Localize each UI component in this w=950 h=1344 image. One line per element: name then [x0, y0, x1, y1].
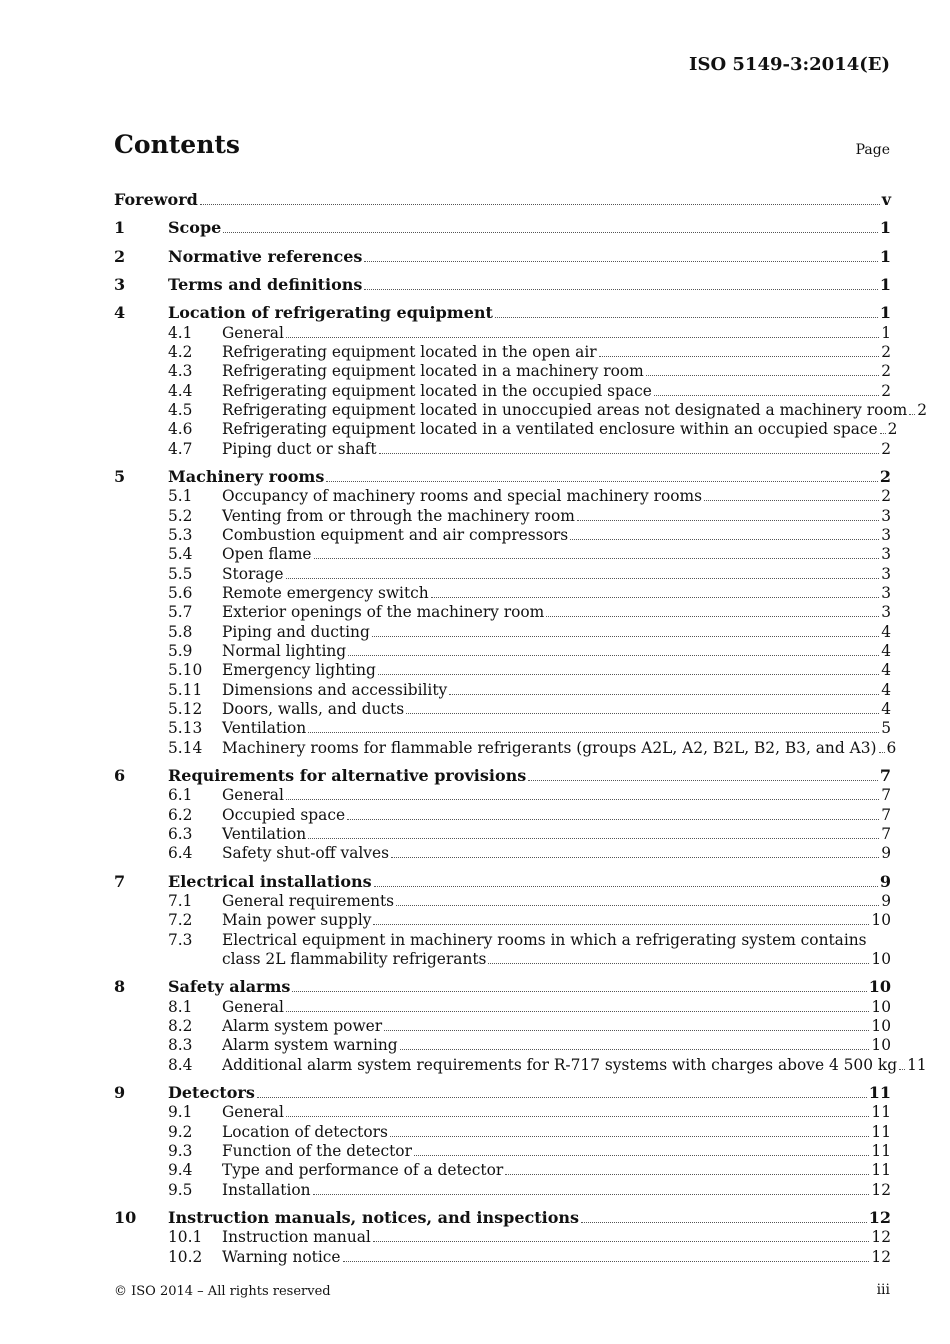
toc-entry[interactable] — [114, 679, 891, 698]
toc-leader-dots — [505, 1173, 869, 1175]
toc-entry-continuation[interactable] — [114, 949, 891, 968]
toc-leader-dots — [495, 316, 878, 318]
toc-entry-number: 5.14 — [168, 738, 203, 757]
toc-leader-dots — [347, 818, 879, 820]
toc-section-page: 1 — [879, 303, 891, 323]
toc-entry-title: Piping and ducting — [222, 622, 370, 641]
toc-entry-title: General — [222, 323, 284, 342]
toc-entry-number: 9.3 — [168, 1142, 193, 1161]
toc-entry[interactable] — [114, 785, 891, 804]
toc-entry-number: 7.2 — [168, 911, 193, 930]
toc-entry-page: 7 — [881, 805, 891, 824]
toc-leader-dots — [292, 990, 866, 992]
toc-leader-dots — [384, 1029, 869, 1031]
toc-section-number: 1 — [114, 218, 126, 238]
toc-section-page: 1 — [879, 218, 891, 238]
toc-entry-number: 8.1 — [168, 997, 193, 1016]
toc-section[interactable] — [114, 968, 891, 996]
toc-entry-title: Instruction manual — [222, 1228, 371, 1247]
toc-leader-dots — [488, 962, 869, 964]
toc-entry-title: Location of detectors — [222, 1122, 388, 1141]
toc-entry-title: Piping duct or shaft — [222, 439, 377, 458]
toc-entry-page: 2 — [887, 420, 898, 439]
toc-leader-dots — [577, 519, 879, 521]
toc-entry-page: 9 — [881, 892, 891, 911]
toc-section-title: Normative references — [168, 246, 363, 266]
toc-entry-page: 3 — [881, 506, 891, 525]
toc-entry-number: 5.2 — [168, 506, 193, 525]
toc-entry-number: 7.3 — [168, 930, 193, 949]
toc-entry-number: 8.3 — [168, 1036, 193, 1055]
toc-entry-page: 10 — [871, 1036, 891, 1055]
toc-entry-title: Alarm system power — [222, 1017, 383, 1036]
toc-entry-title: Main power supply — [222, 911, 372, 930]
toc-entry[interactable] — [114, 1141, 891, 1160]
toc-entry[interactable] — [114, 1121, 891, 1140]
toc-entry[interactable] — [114, 322, 891, 341]
toc-entry-title: General — [222, 997, 284, 1016]
toc-leader-dots — [314, 557, 880, 559]
toc-entry-number: 5.13 — [168, 719, 203, 738]
toc-entry-number: 5.8 — [168, 622, 193, 641]
toc-leader-dots — [313, 1193, 870, 1195]
toc-entry[interactable] — [114, 891, 891, 910]
toc-entry[interactable] — [114, 1016, 891, 1035]
toc-entry[interactable] — [114, 380, 891, 399]
toc-leader-dots — [704, 499, 879, 501]
toc-section-number: 5 — [114, 466, 126, 486]
toc-entry-number: 6.3 — [168, 825, 193, 844]
toc-section-page: 2 — [879, 466, 891, 486]
toc-leader-dots — [343, 1260, 870, 1262]
toc-entry-page: 2 — [881, 381, 891, 400]
toc-section[interactable] — [114, 294, 891, 322]
toc-entry[interactable] — [114, 602, 891, 621]
toc-entry-title: Type and performance of a detector — [222, 1161, 504, 1180]
toc-entry-title: Additional alarm system requirements for R-717 systems with charges above 4 500 kg — [222, 1055, 898, 1074]
toc-leader-dots — [348, 654, 879, 656]
toc-entry[interactable] — [114, 910, 891, 929]
toc-entry[interactable] — [114, 718, 891, 737]
toc-entry-title: Warning notice — [222, 1247, 341, 1266]
toc-entry-number: 6.4 — [168, 844, 193, 863]
toc-entry[interactable] — [114, 699, 891, 718]
toc-entry-number: 9.1 — [168, 1103, 193, 1122]
toc-entry-title: Machinery rooms for flammable refrigerants (groups A2L, A2, B2L, B2, B3, and A3) — [222, 738, 877, 757]
toc-entry-page: 2 — [881, 487, 891, 506]
toc-entry-title: Emergency lighting — [222, 661, 376, 680]
toc-section[interactable] — [114, 862, 891, 890]
toc-entry-number: 4.4 — [168, 381, 193, 400]
toc-entry[interactable] — [114, 641, 891, 660]
toc-section-title: Safety alarms — [168, 977, 291, 997]
toc-leader-dots — [390, 1135, 870, 1137]
toc-entry-number: 5.1 — [168, 487, 193, 506]
toc-entry-title: Occupied space — [222, 805, 346, 824]
toc-leader-dots — [546, 615, 879, 617]
toc-leader-dots — [378, 673, 879, 675]
toc-leader-dots — [599, 355, 880, 357]
toc-entry-page: 12 — [871, 1180, 891, 1199]
toc-section[interactable] — [114, 237, 891, 265]
toc-entry-title: Refrigerating equipment located in a machinery room — [222, 362, 644, 381]
toc-leader-dots — [286, 1115, 870, 1117]
toc-section-page: 7 — [879, 766, 891, 785]
toc-entry-page: 11 — [871, 1122, 891, 1141]
toc-entry-title: Storage — [222, 564, 284, 583]
toc-leader-dots — [308, 731, 879, 733]
toc-entry-page: 1 — [881, 323, 891, 342]
toc-entry-page: 10 — [871, 950, 891, 969]
toc-entry-page: 2 — [917, 400, 928, 419]
toc-entry[interactable] — [114, 1035, 891, 1054]
toc-entry-number: 8.2 — [168, 1017, 193, 1036]
toc-leader-dots — [308, 837, 879, 839]
toc-leader-dots — [200, 203, 880, 205]
toc-leader-dots — [414, 1154, 869, 1156]
toc-leader-dots — [364, 260, 877, 262]
toc-entry-number: 4.1 — [168, 323, 193, 342]
toc-entry-number: 9.2 — [168, 1122, 193, 1141]
toc-entry-title: Refrigerating equipment located in a ventilated enclosure within an occupied space — [222, 420, 878, 439]
toc-leader-dots — [286, 577, 880, 579]
copyright-notice: © ISO 2014 – All rights reserved — [114, 1284, 331, 1299]
toc-entry-title: General requirements — [222, 892, 395, 911]
toc-entry-title: General — [222, 786, 284, 805]
toc-entry[interactable] — [114, 996, 891, 1015]
toc-entry[interactable] — [114, 1160, 891, 1179]
toc-section-page: 1 — [879, 246, 891, 266]
toc-leader-dots — [400, 1048, 870, 1050]
toc-leader-dots — [396, 904, 879, 906]
document-identifier: ISO 5149-3:2014(E) — [689, 54, 890, 75]
toc-entry[interactable] — [114, 1102, 891, 1121]
toc-section[interactable] — [114, 1199, 891, 1227]
toc-leader-dots — [286, 336, 879, 338]
toc-entry-number: 5.7 — [168, 603, 193, 622]
toc-entry-page: 2 — [881, 342, 891, 361]
toc-entry-page: 6 — [886, 738, 897, 757]
toc-entry-number: 9.4 — [168, 1161, 193, 1180]
toc-entry[interactable] — [114, 1227, 891, 1246]
toc-entry-page: 3 — [881, 583, 891, 602]
toc-entry[interactable] — [114, 342, 891, 361]
toc-entry[interactable] — [114, 563, 891, 582]
toc-section-number: 9 — [114, 1083, 126, 1103]
toc-entry-title: Occupancy of machinery rooms and special machinery rooms — [222, 487, 703, 506]
toc-section-title: Terms and definitions — [168, 274, 363, 294]
toc-entry-title: Refrigerating equipment located in the occupied space — [222, 381, 652, 400]
toc-leader-dots — [879, 751, 885, 753]
toc-leader-dots — [379, 452, 880, 454]
toc-entry-number: 6.1 — [168, 786, 193, 805]
toc-section[interactable] — [114, 458, 891, 486]
toc-entry-page: 11 — [871, 1103, 891, 1122]
toc-entry[interactable] — [114, 419, 898, 439]
toc-entry[interactable] — [114, 737, 897, 757]
toc-entry-title: Installation — [222, 1180, 311, 1199]
toc-entry-page: 7 — [881, 786, 891, 805]
toc-entry[interactable] — [114, 621, 891, 640]
toc-entry[interactable] — [114, 583, 891, 602]
toc-leader-dots — [223, 231, 878, 233]
toc-section-title: Requirements for alternative provisions — [168, 766, 527, 785]
toc-leader-dots — [899, 1068, 905, 1070]
toc-entry-page: 3 — [881, 545, 891, 564]
toc-entry-number: 6.2 — [168, 805, 193, 824]
toc-leader-dots — [646, 374, 879, 376]
toc-entry-page: 12 — [871, 1247, 891, 1266]
toc-leader-dots — [374, 885, 878, 887]
toc-entry-title: Doors, walls, and ducts — [222, 700, 405, 719]
toc-section-number: 3 — [114, 274, 126, 294]
toc-entry-number: 5.10 — [168, 661, 203, 680]
toc-entry-page: 9 — [881, 844, 891, 863]
toc-section-page: v — [881, 190, 891, 209]
toc-section-title: Scope — [168, 218, 222, 238]
toc-section-page: 10 — [868, 977, 891, 997]
toc-entry-page: 11 — [871, 1161, 891, 1180]
toc-entry-title-continued: class 2L flammability refrigerants — [222, 950, 487, 969]
toc-entry[interactable] — [114, 824, 891, 843]
toc-entry-number: 5.11 — [168, 680, 203, 699]
toc-entry-title: Refrigerating equipment located in unoccupied areas not designated a machinery room — [222, 400, 908, 419]
toc-entry-number: 7.1 — [168, 892, 193, 911]
toc-leader-dots — [406, 712, 879, 714]
table-of-contents — [114, 184, 928, 1266]
toc-entry-title: Venting from or through the machinery room — [222, 506, 575, 525]
toc-section-page: 12 — [868, 1208, 891, 1228]
toc-section-title: Detectors — [168, 1083, 255, 1103]
toc-leader-dots — [528, 779, 878, 781]
toc-entry-title: Exterior openings of the machinery room — [222, 603, 545, 622]
toc-entry-title: General — [222, 1103, 284, 1122]
toc-entry-number: 5.5 — [168, 564, 193, 583]
toc-entry-page: 4 — [881, 661, 891, 680]
toc-leader-dots — [373, 923, 869, 925]
toc-entry-title: Alarm system warning — [222, 1036, 398, 1055]
toc-entry-number: 4.7 — [168, 439, 193, 458]
toc-entry-page: 4 — [881, 622, 891, 641]
toc-leader-dots — [909, 413, 915, 415]
toc-leader-dots — [372, 635, 879, 637]
toc-entry-page: 4 — [881, 641, 891, 660]
toc-entry-number: 5.6 — [168, 583, 193, 602]
toc-section-page: 9 — [879, 871, 891, 891]
toc-leader-dots — [364, 288, 877, 290]
toc-entry-number: 5.3 — [168, 525, 193, 544]
page-column-label: Page — [855, 142, 890, 158]
toc-entry-title: Function of the detector — [222, 1142, 412, 1161]
toc-section[interactable] — [114, 757, 891, 785]
toc-entry-title: Ventilation — [222, 825, 307, 844]
toc-leader-dots — [373, 1240, 870, 1242]
toc-entry-number: 8.4 — [168, 1055, 193, 1074]
toc-entry-title: Normal lighting — [222, 641, 347, 660]
toc-section-title: Instruction manuals, notices, and inspections — [168, 1208, 580, 1228]
toc-entry-page: 12 — [871, 1228, 891, 1247]
toc-entry-number: 5.9 — [168, 641, 193, 660]
toc-entry-title: Safety shut-off valves — [222, 844, 389, 863]
toc-entry-number: 5.4 — [168, 545, 193, 564]
toc-leader-dots — [286, 1010, 870, 1012]
toc-entry[interactable] — [114, 486, 891, 505]
toc-entry-page: 3 — [881, 525, 891, 544]
toc-entry-page: 2 — [881, 362, 891, 381]
toc-section-title: Machinery rooms — [168, 466, 325, 486]
toc-entry[interactable] — [114, 1246, 891, 1265]
toc-section-page: 11 — [868, 1083, 891, 1103]
toc-entry[interactable] — [114, 400, 928, 419]
toc-entry-page: 3 — [881, 564, 891, 583]
toc-entry-page: 7 — [881, 825, 891, 844]
toc-section-number: 4 — [114, 303, 126, 323]
toc-entry-number: 5.12 — [168, 700, 203, 719]
toc-leader-dots — [581, 1221, 867, 1223]
toc-section-number: 2 — [114, 246, 126, 266]
toc-entry-number: 4.3 — [168, 362, 193, 381]
toc-entry[interactable] — [114, 804, 891, 823]
toc-entry[interactable] — [114, 1179, 891, 1198]
toc-entry[interactable] — [114, 361, 891, 380]
toc-entry-page: 10 — [871, 1017, 891, 1036]
toc-section-number: 8 — [114, 977, 126, 997]
toc-section-title: Location of refrigerating equipment — [168, 303, 493, 323]
toc-entry-number: 10.2 — [168, 1247, 203, 1266]
toc-leader-dots — [286, 798, 879, 800]
toc-entry-page: 10 — [871, 997, 891, 1016]
toc-leader-dots — [391, 856, 879, 858]
toc-section-number: 7 — [114, 871, 126, 891]
toc-entry[interactable] — [114, 929, 891, 948]
toc-section-title: Foreword — [114, 190, 198, 209]
toc-entry-page: 3 — [881, 603, 891, 622]
toc-entry[interactable] — [114, 1054, 927, 1074]
toc-entry-number: 9.5 — [168, 1180, 193, 1199]
toc-entry-page: 11 — [907, 1055, 927, 1074]
toc-section-number: 10 — [114, 1208, 137, 1228]
toc-entry-title: Refrigerating equipment located in the open air — [222, 342, 597, 361]
toc-entry-title: Ventilation — [222, 719, 307, 738]
toc-entry[interactable] — [114, 505, 891, 524]
toc-section[interactable] — [114, 209, 891, 237]
toc-leader-dots — [570, 538, 879, 540]
toc-entry[interactable] — [114, 438, 891, 457]
toc-entry[interactable] — [114, 525, 891, 544]
toc-entry-title: Remote emergency switch — [222, 583, 429, 602]
toc-entry-title: Open flame — [222, 545, 312, 564]
toc-entry-title: Dimensions and accessibility — [222, 680, 448, 699]
toc-entry-page: 2 — [881, 439, 891, 458]
toc-entry-title: Combustion equipment and air compressors — [222, 525, 569, 544]
toc-leader-dots — [257, 1096, 867, 1098]
toc-leader-dots — [449, 693, 879, 695]
toc-section-page: 1 — [879, 274, 891, 294]
toc-entry[interactable] — [114, 660, 891, 679]
page-number: iii — [876, 1282, 890, 1298]
toc-entry[interactable] — [114, 843, 891, 862]
toc-section[interactable] — [114, 184, 891, 209]
toc-entry-number: 4.5 — [168, 400, 193, 419]
toc-entry[interactable] — [114, 544, 891, 563]
toc-entry-page: 5 — [881, 719, 891, 738]
toc-section[interactable] — [114, 1074, 891, 1102]
toc-entry-page: 11 — [871, 1142, 891, 1161]
toc-entry-page: 4 — [881, 680, 891, 699]
toc-entry-number: 4.2 — [168, 342, 193, 361]
toc-leader-dots — [326, 480, 878, 482]
toc-leader-dots — [880, 432, 886, 434]
toc-section[interactable] — [114, 266, 891, 294]
toc-entry-page: 10 — [871, 911, 891, 930]
toc-leader-dots — [431, 596, 880, 598]
contents-heading: Contents — [114, 130, 241, 159]
toc-entry-title: Electrical equipment in machinery rooms in which a refrigerating system contains — [222, 930, 867, 949]
toc-section-title: Electrical installations — [168, 871, 372, 891]
toc-leader-dots — [654, 394, 879, 396]
toc-entry-number: 10.1 — [168, 1228, 203, 1247]
toc-entry-number: 4.6 — [168, 420, 193, 439]
toc-section-number: 6 — [114, 766, 126, 785]
toc-entry-page: 4 — [881, 700, 891, 719]
